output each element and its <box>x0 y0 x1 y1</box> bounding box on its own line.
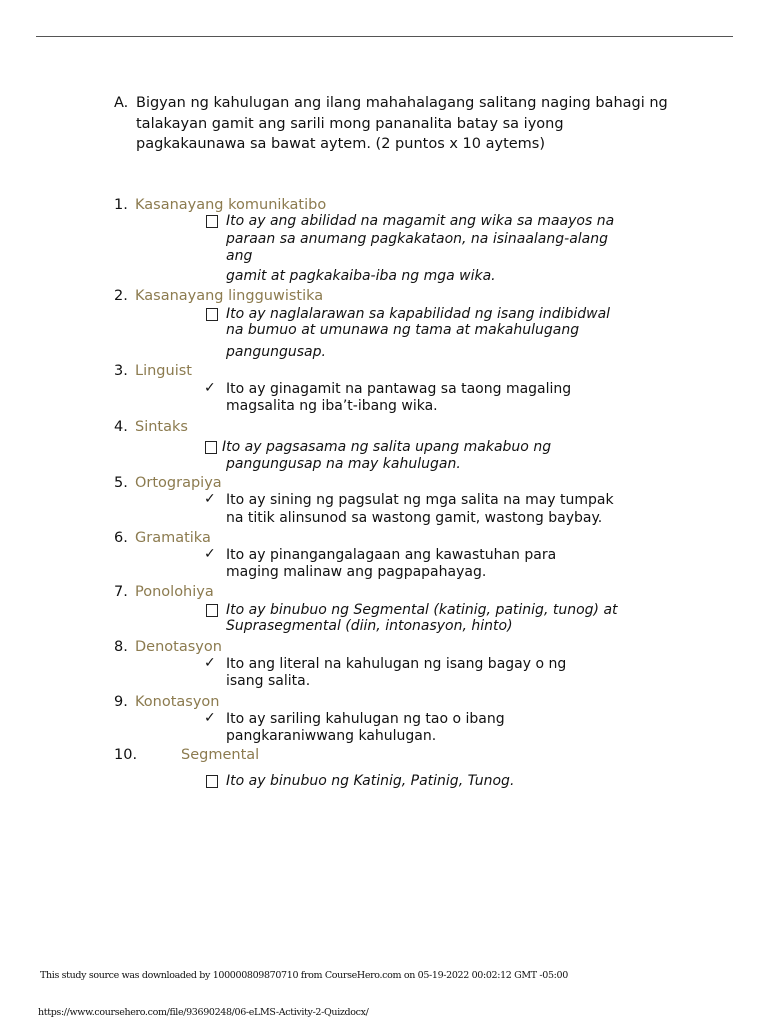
item-definition: pangungusap. <box>226 344 326 360</box>
section-marker: A. <box>114 95 129 111</box>
item-definition: Ito ay naglalarawan sa kapabilidad ng isang indibidwal <box>226 306 611 322</box>
item-definition: na bumuo at umunawa ng tama at makahulugang <box>226 322 580 338</box>
instruction-text: Bigyan ng kahulugan ang ilang mahahalagang salitang naging bahagi ng talakayan gamit ang sarili mong pananalita batay sa iyong pagkakaunawa sa bawat aytem. (2 puntos x 10 aytems) <box>136 95 668 152</box>
item-definition: Ito ang literal na kahulugan ng isang bagay o ng <box>226 656 567 672</box>
item-term: Ortograpiya <box>135 475 222 491</box>
checkbox-icon <box>206 215 218 228</box>
item-definition: Ito ay binubuo ng Katinig, Patinig, Tunog. <box>226 773 515 789</box>
item-definition: Ito ay ang abilidad na magamit ang wika sa maayos na <box>226 213 615 229</box>
instruction-block <box>114 93 674 155</box>
item-term: Kasanayang lingguwistika <box>135 288 324 304</box>
item-definition: gamit at pagkakaiba-iba ng mga wika. <box>226 268 496 284</box>
item-definition: Ito ay sining ng pagsulat ng mga salita na may tumpak <box>226 492 614 508</box>
top-rule <box>36 36 733 37</box>
item-definition: Ito ay sariling kahulugan ng tao o ibang <box>226 711 505 727</box>
item-term: Linguist <box>135 363 192 379</box>
item-term: Sintaks <box>135 419 188 435</box>
item-definition: Ito ay pagsasama ng salita upang makabuo ng <box>222 439 552 455</box>
item-definition: Ito ay pinangangalagaan ang kawastuhan para <box>226 547 557 563</box>
item-term: Gramatika <box>135 530 211 546</box>
item-definition: magsalita ng iba’t-ibang wika. <box>226 398 438 414</box>
item-number: 5. <box>114 475 128 491</box>
item-number: 6. <box>114 530 128 546</box>
item-definition: maging malinaw ang pagpapahayag. <box>226 564 487 580</box>
item-definition: na titik alinsunod sa wastong gamit, wastong baybay. <box>226 510 603 526</box>
item-term: Segmental <box>181 747 260 763</box>
item-definition: Suprasegmental (diin, intonasyon, hinto) <box>226 618 513 634</box>
item-number: 2. <box>114 288 128 304</box>
item-number: 9. <box>114 694 128 710</box>
item-number: 10. <box>114 747 138 763</box>
checkmark-icon: ✓ <box>204 491 216 507</box>
item-definition: ang <box>226 248 253 264</box>
checkbox-icon <box>205 441 217 454</box>
item-definition: Ito ay binubuo ng Segmental (katinig, patinig, tunog) at <box>226 602 618 618</box>
item-number: 4. <box>114 419 128 435</box>
item-number: 1. <box>114 197 128 213</box>
source-note: This study source was downloaded by 100000809870710 from CourseHero.com on 05-19-2022 00:02:12 GMT -05:00 <box>40 970 568 981</box>
item-definition: pangungusap na may kahulugan. <box>226 456 461 472</box>
item-term: Ponolohiya <box>135 584 214 600</box>
checkbox-icon <box>206 775 218 788</box>
item-definition: Ito ay ginagamit na pantawag sa taong magaling <box>226 381 572 397</box>
item-definition: isang salita. <box>226 673 311 689</box>
item-number: 7. <box>114 584 128 600</box>
checkbox-icon <box>206 308 218 321</box>
item-term: Denotasyon <box>135 639 222 655</box>
checkmark-icon: ✓ <box>204 546 216 562</box>
item-term: Konotasyon <box>135 694 220 710</box>
checkmark-icon: ✓ <box>204 655 216 671</box>
item-number: 8. <box>114 639 128 655</box>
item-definition: pangkaraniwwang kahulugan. <box>226 728 437 744</box>
item-term: Kasanayang komunikatibo <box>135 197 327 213</box>
item-definition: paraan sa anumang pagkakataon, na isinaalang-alang <box>226 231 609 247</box>
checkmark-icon: ✓ <box>204 710 216 726</box>
checkbox-icon <box>206 604 218 617</box>
source-url[interactable]: https://www.coursehero.com/file/93690248/06-eLMS-Activity-2-Quizdocx/ <box>38 1007 369 1018</box>
checkmark-icon: ✓ <box>204 380 216 396</box>
item-number: 3. <box>114 363 128 379</box>
